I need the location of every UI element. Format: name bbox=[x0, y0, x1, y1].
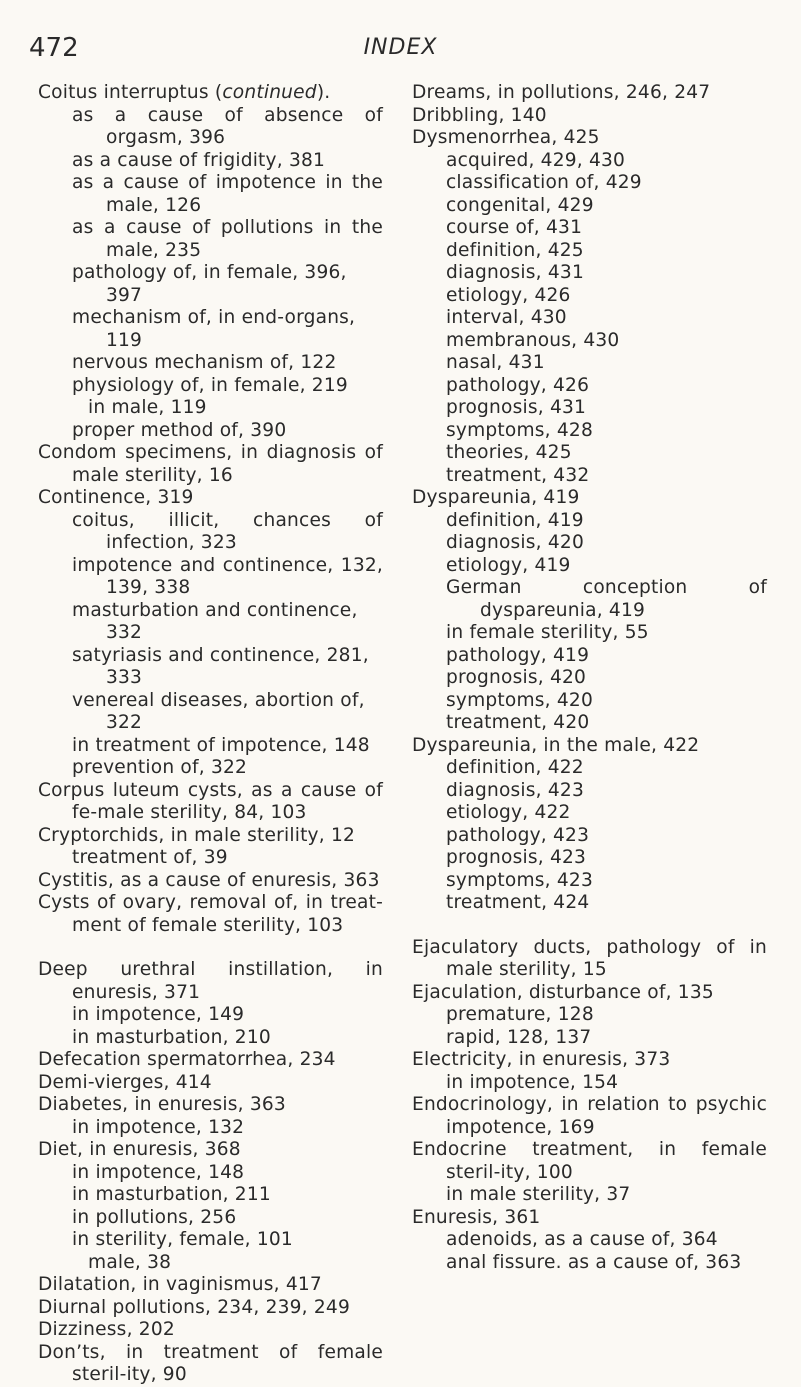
index-subentry: premature, 128 bbox=[446, 1004, 594, 1025]
index-heading: Continence, 319 bbox=[38, 487, 194, 508]
index-subsubentry: male, 38 bbox=[88, 1251, 172, 1273]
index-subentry: mechanism of, in end-organs, 119 bbox=[72, 307, 356, 351]
index-subentry: nervous mechanism of, 122 bbox=[72, 352, 337, 373]
index-subentry: symptoms, 420 bbox=[446, 689, 593, 711]
index-heading: Demi-vierges, 414 bbox=[38, 1071, 212, 1093]
index-subentry: as a cause of absence of orgasm, 396 bbox=[72, 104, 383, 148]
index-subentry: in impotence, 149 bbox=[72, 1004, 245, 1025]
index-subsubentry: in male, 119 bbox=[88, 397, 207, 418]
index-subentry: definition, 422 bbox=[446, 757, 584, 778]
index-heading: Dreams, in pollutions, 246, 247 bbox=[412, 82, 711, 103]
index-subentry: in masturbation, 211 bbox=[72, 1184, 271, 1205]
index-subentry: classification of, 429 bbox=[446, 172, 642, 193]
index-heading: Cysts of ovary, removal of, in treat-ment of female sterility, 103 bbox=[38, 892, 383, 936]
index-subentry: as a cause of pollutions in the male, 235 bbox=[72, 217, 383, 261]
index-subentry: rapid, 128, 137 bbox=[446, 1026, 592, 1048]
index-subentry: treatment of, 39 bbox=[72, 847, 228, 868]
page-number: 472 bbox=[29, 33, 79, 63]
index-subentry: pathology, 423 bbox=[446, 824, 590, 846]
index-subentry: diagnosis, 423 bbox=[446, 779, 584, 801]
index-subentry: satyriasis and continence, 281, 333 bbox=[72, 644, 369, 688]
index-column-left bbox=[38, 82, 383, 1387]
index-heading: Diurnal pollutions, 234, 239, 249 bbox=[38, 1296, 350, 1318]
index-heading: Dribbling, 140 bbox=[412, 104, 547, 126]
index-subentry: prevention of, 322 bbox=[72, 757, 248, 778]
page-title: INDEX bbox=[363, 35, 438, 60]
index-subentry: definition, 419 bbox=[446, 509, 584, 531]
index-heading: Ejaculation, disturbance of, 135 bbox=[412, 981, 714, 1003]
index-subentry: membranous, 430 bbox=[446, 329, 620, 351]
index-subentry: nasal, 431 bbox=[446, 352, 545, 373]
index-subentry: interval, 430 bbox=[446, 307, 567, 328]
index-subentry: acquired, 429, 430 bbox=[446, 149, 626, 171]
index-heading: Endocrine treatment, in female steril-ity, 100 bbox=[412, 1139, 767, 1183]
index-subentry: in male sterility, 37 bbox=[446, 1184, 631, 1205]
index-entry-text: Coitus interruptus (continued). bbox=[38, 82, 331, 103]
index-heading bbox=[38, 82, 383, 105]
index-subentry: venereal diseases, abortion of, 322 bbox=[72, 689, 365, 733]
index-heading: Dysmenorrhea, 425 bbox=[412, 127, 600, 148]
index-subentry: theories, 425 bbox=[446, 442, 572, 463]
index-heading: Defecation spermatorrhea, 234 bbox=[38, 1049, 336, 1070]
index-heading: Ejaculatory ducts, pathology of in male sterility, 15 bbox=[412, 936, 767, 980]
index-subentry: pathology, 419 bbox=[446, 644, 590, 666]
index-subentry: in impotence, 148 bbox=[72, 1161, 245, 1183]
index-heading: Cystitis, as a cause of enuresis, 363 bbox=[38, 869, 380, 891]
index-heading: Deep urethral instillation, in enuresis, 371 bbox=[38, 959, 383, 1003]
index-heading: Electricity, in enuresis, 373 bbox=[412, 1049, 671, 1070]
index-subentry: diagnosis, 420 bbox=[446, 532, 584, 553]
index-subentry: in impotence, 154 bbox=[446, 1071, 619, 1093]
index-subentry: as a cause of frigidity, 381 bbox=[72, 149, 326, 171]
index-heading: Enuresis, 361 bbox=[412, 1206, 541, 1228]
index-heading: Dilatation, in vaginismus, 417 bbox=[38, 1274, 322, 1295]
index-subentry: German conception of dyspareunia, 419 bbox=[446, 577, 767, 621]
index-subentry: impotence and continence, 132, 139, 338 bbox=[72, 554, 383, 598]
index-subentry: etiology, 422 bbox=[446, 802, 571, 823]
index-subentry: in pollutions, 256 bbox=[72, 1206, 237, 1228]
index-subentry: diagnosis, 431 bbox=[446, 262, 584, 283]
index-subentry: coitus, illicit, chances of infection, 323 bbox=[72, 509, 383, 553]
index-subentry: treatment, 420 bbox=[446, 712, 590, 733]
index-heading: Endocrinology, in relation to psychic impotence, 169 bbox=[412, 1094, 767, 1138]
index-subentry: in masturbation, 210 bbox=[72, 1026, 271, 1048]
index-heading: Dyspareunia, 419 bbox=[412, 487, 580, 508]
index-subentry: masturbation and continence, 332 bbox=[72, 599, 358, 643]
index-heading: Diabetes, in enuresis, 363 bbox=[38, 1094, 286, 1115]
index-subentry: prognosis, 431 bbox=[446, 397, 587, 418]
index-subentry: anal fissure. as a cause of, 363 bbox=[446, 1251, 742, 1273]
index-subentry: prognosis, 423 bbox=[446, 847, 587, 868]
index-subentry: in sterility, female, 101 bbox=[72, 1229, 293, 1250]
index-subentry: symptoms, 423 bbox=[446, 869, 593, 891]
index-subentry: etiology, 426 bbox=[446, 284, 571, 306]
index-heading: Corpus luteum cysts, as a cause of fe-male sterility, 84, 103 bbox=[38, 779, 383, 823]
index-heading: Cryptorchids, in male sterility, 12 bbox=[38, 824, 356, 846]
index-subentry: pathology of, in female, 396, 397 bbox=[72, 262, 347, 306]
index-subentry: prognosis, 420 bbox=[446, 667, 587, 688]
index-subentry: physiology of, in female, 219 bbox=[72, 374, 348, 396]
index-column-right bbox=[412, 82, 767, 1274]
index-heading: Condom specimens, in diagnosis of male sterility, 16 bbox=[38, 442, 383, 486]
index-subentry: symptoms, 428 bbox=[446, 419, 593, 441]
index-subentry: proper method of, 390 bbox=[72, 419, 287, 441]
index-heading: Don’ts, in treatment of female steril-ity, 90 bbox=[38, 1341, 383, 1385]
index-subentry: in female sterility, 55 bbox=[446, 622, 649, 643]
page-header bbox=[0, 30, 801, 66]
index-subentry: etiology, 419 bbox=[446, 554, 571, 576]
index-subentry: treatment, 424 bbox=[446, 892, 590, 913]
index-heading: Diet, in enuresis, 368 bbox=[38, 1139, 241, 1160]
index-heading: Dizziness, 202 bbox=[38, 1319, 175, 1340]
index-subentry: adenoids, as a cause of, 364 bbox=[446, 1229, 718, 1250]
index-subentry: definition, 425 bbox=[446, 239, 584, 261]
index-subentry: in treatment of impotence, 148 bbox=[72, 734, 370, 756]
index-subentry: pathology, 426 bbox=[446, 374, 590, 396]
index-subentry: course of, 431 bbox=[446, 217, 583, 238]
index-heading: Dyspareunia, in the male, 422 bbox=[412, 734, 700, 756]
index-subentry: in impotence, 132 bbox=[72, 1116, 245, 1138]
index-subentry: as a cause of impotence in the male, 126 bbox=[72, 172, 383, 216]
index-subentry: treatment, 432 bbox=[446, 464, 590, 486]
index-subentry: congenital, 429 bbox=[446, 194, 594, 216]
